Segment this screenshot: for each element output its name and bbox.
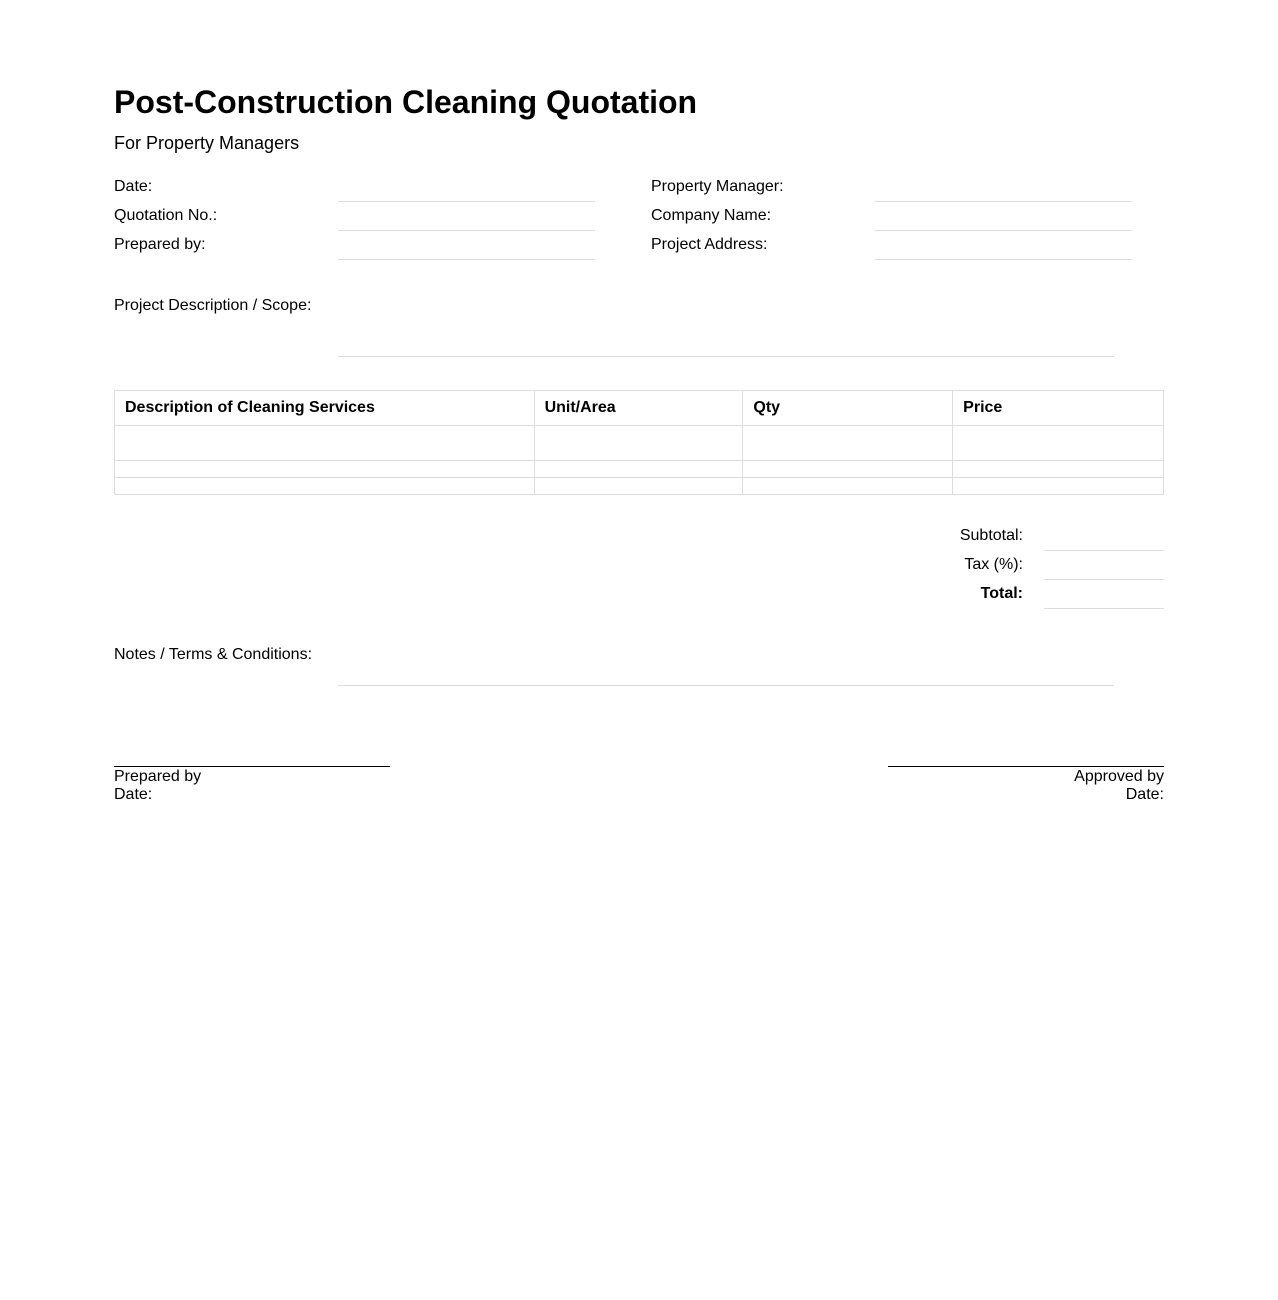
qty-cell[interactable] [743,426,953,461]
scope-field[interactable] [338,356,1114,357]
total-label: Total: [980,585,1023,602]
prepared-by-signature-line[interactable] [114,766,390,767]
table-row [115,461,1164,478]
quotation-no-field[interactable] [338,230,595,231]
prepared-by-date-label: Date: [114,786,153,803]
table-row [115,478,1164,495]
description-cell[interactable] [115,461,535,478]
total-field[interactable] [1044,608,1164,609]
page-subtitle: For Property Managers [114,133,300,153]
column-header-unit-area: Unit/Area [534,391,743,426]
unit-area-cell[interactable] [534,478,743,495]
company-name-label: Company Name: [651,207,772,224]
table-row [115,426,1164,461]
price-cell[interactable] [953,461,1164,478]
approved-by-signature-label: Approved by [1074,768,1164,785]
unit-area-cell[interactable] [534,426,743,461]
property-manager-label: Property Manager: [651,178,784,195]
table-header-row [115,391,1164,426]
approved-by-signature-line[interactable] [888,766,1164,767]
approved-by-date-label: Date: [1125,786,1164,803]
subtotal-field[interactable] [1044,550,1164,551]
project-address-field[interactable] [875,259,1132,260]
description-cell[interactable] [115,478,535,495]
price-cell[interactable] [953,426,1164,461]
subtotal-label: Subtotal: [959,527,1023,544]
date-field[interactable] [338,201,595,202]
column-header-description: Description of Cleaning Services [115,391,535,426]
notes-label: Notes / Terms & Conditions: [114,646,313,663]
services-table [114,390,1164,495]
price-cell[interactable] [953,478,1164,495]
qty-cell[interactable] [743,461,953,478]
quotation-no-label: Quotation No.: [114,207,218,224]
unit-area-cell[interactable] [534,461,743,478]
date-label: Date: [114,178,153,195]
description-cell[interactable] [115,426,535,461]
qty-cell[interactable] [743,478,953,495]
column-header-price: Price [953,391,1164,426]
tax-field[interactable] [1044,579,1164,580]
tax-label: Tax (%): [964,556,1023,573]
company-name-field[interactable] [875,230,1132,231]
property-manager-field[interactable] [875,201,1132,202]
prepared-by-label: Prepared by: [114,236,206,253]
prepared-by-field[interactable] [338,259,595,260]
page-title: Post-Construction Cleaning Quotation [114,84,698,120]
notes-field[interactable] [338,685,1114,686]
project-address-label: Project Address: [651,236,768,253]
scope-label: Project Description / Scope: [114,297,312,314]
prepared-by-signature-label: Prepared by [114,768,202,785]
column-header-qty: Qty [743,391,953,426]
